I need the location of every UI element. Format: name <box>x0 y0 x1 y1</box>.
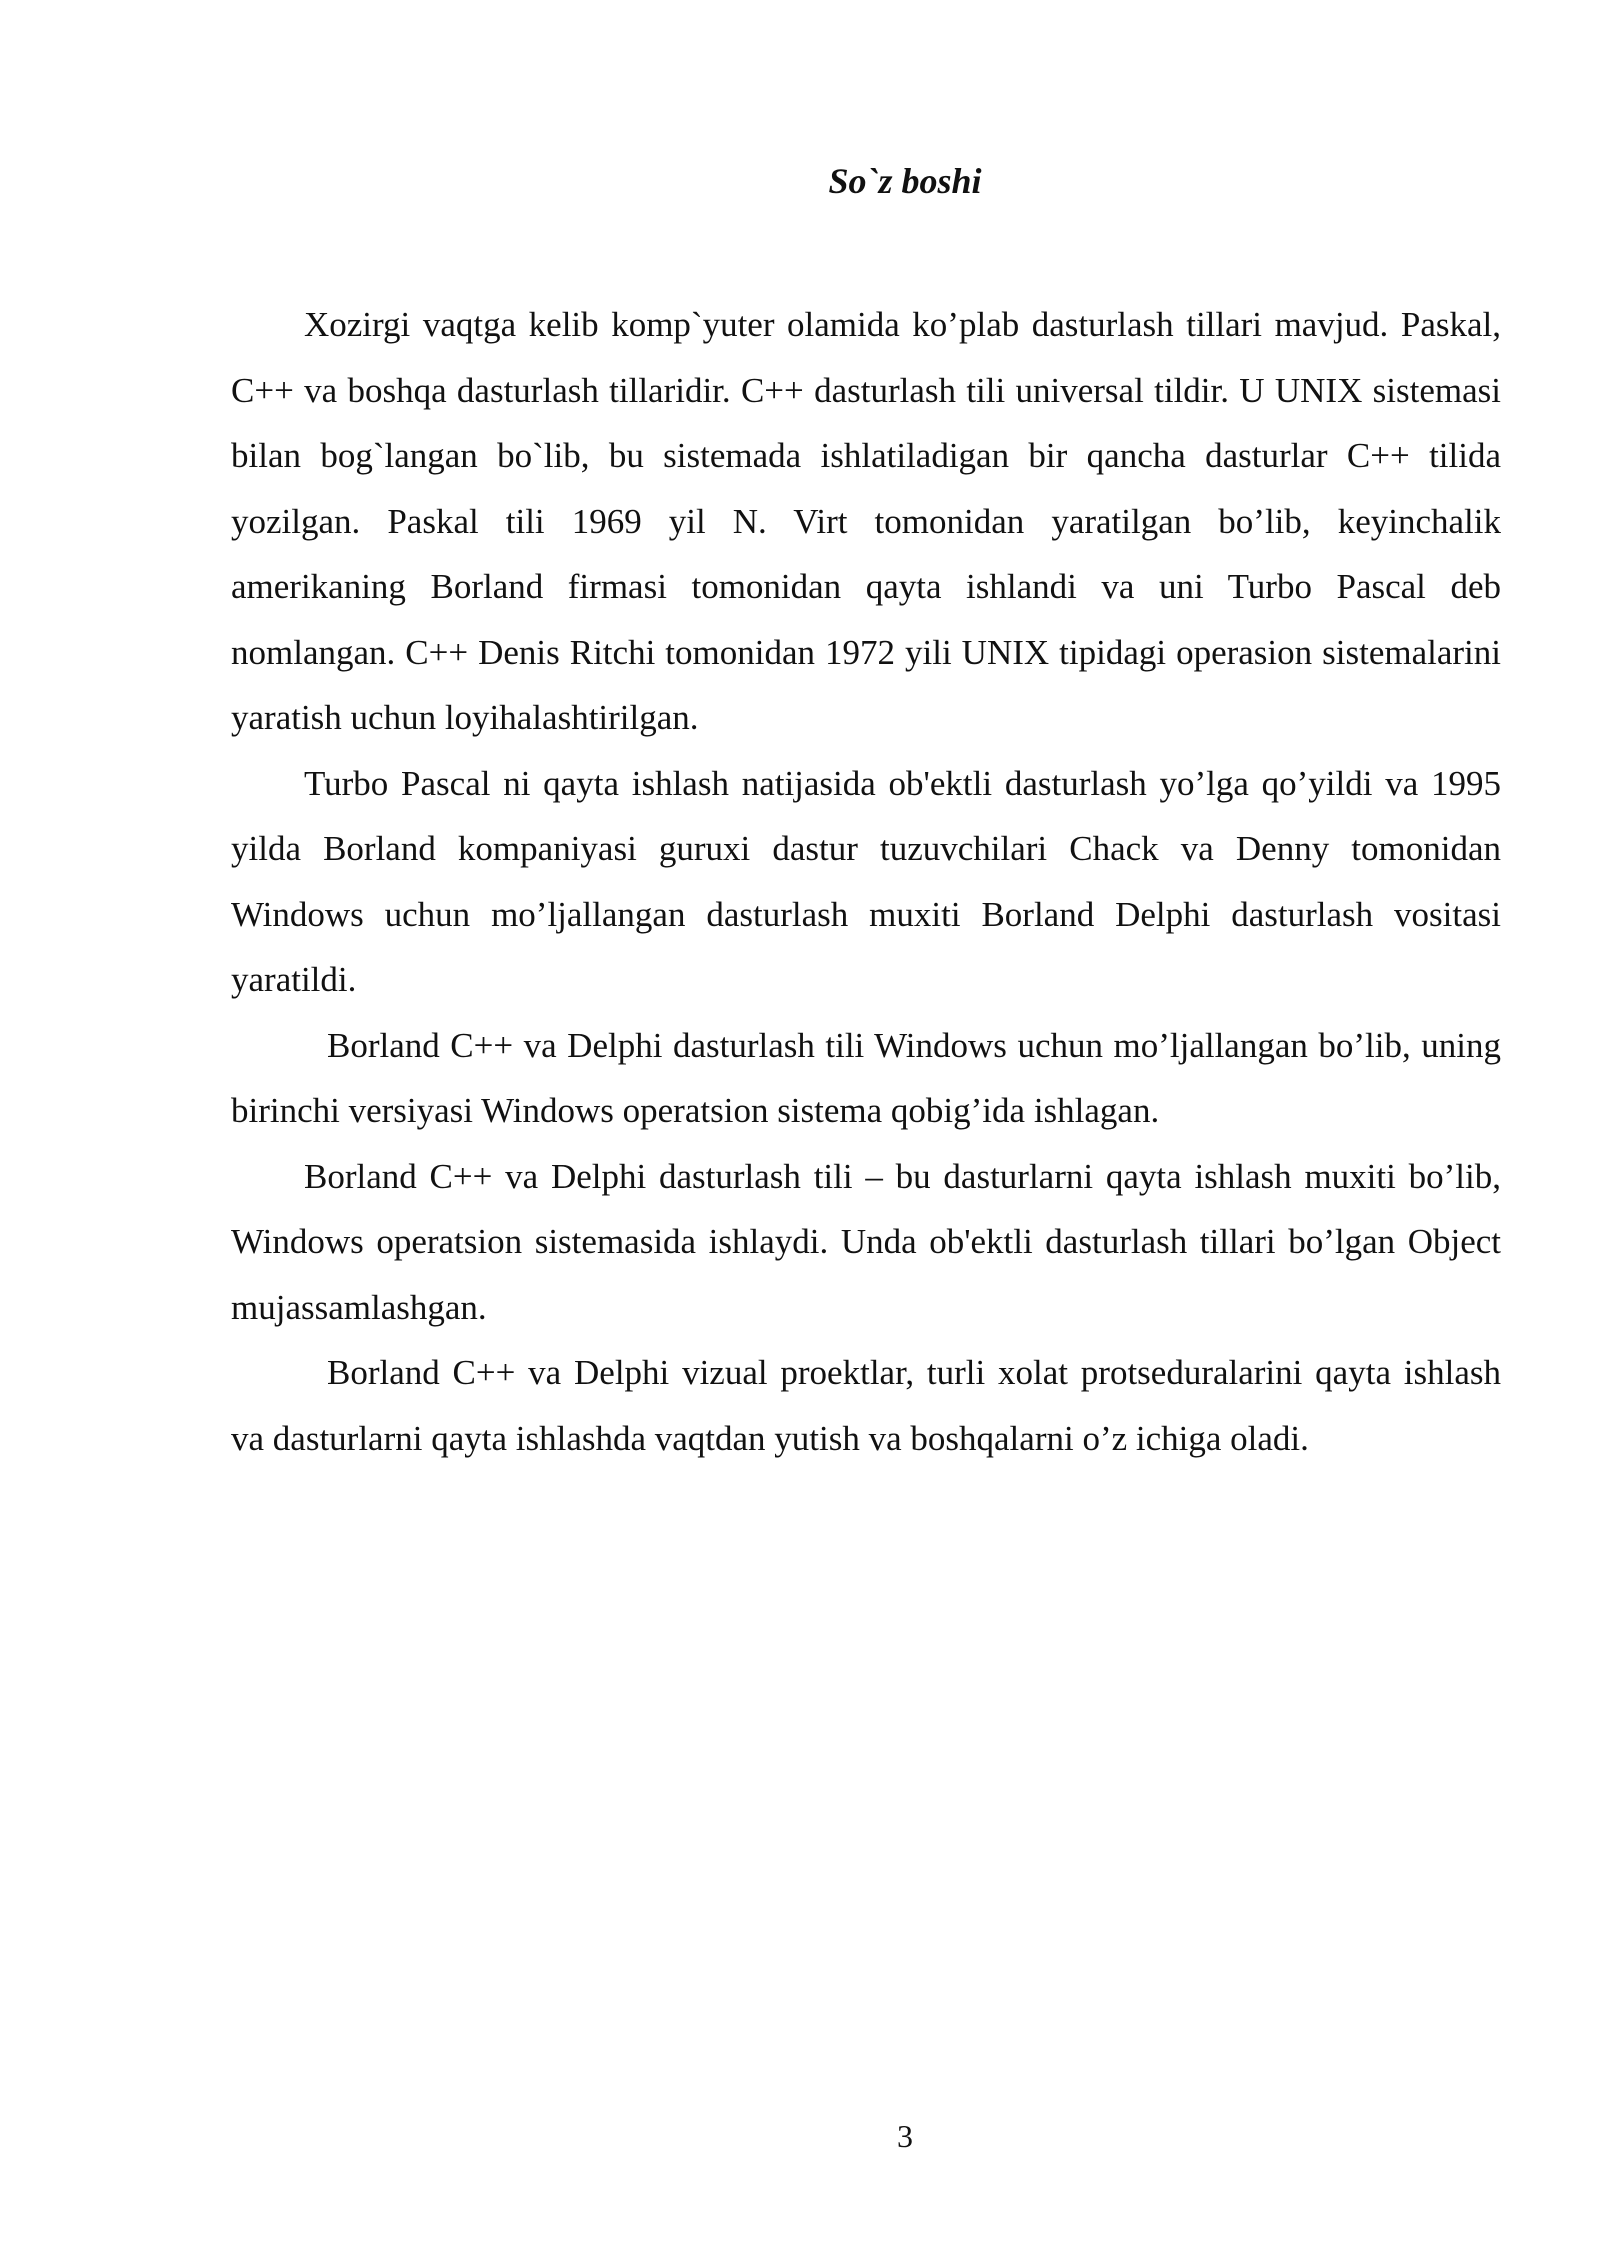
paragraph-intro: Xozirgi vaqtga kelib komp`yuter olamida ko’plab dasturlash tillari mavjud. Paskal, C++ va boshqa dasturlash tillaridir. C++ dasturlash tili universal tildir. U UNIX sistemasi bilan bog`langan bo`lib, bu sistemada ishlatiladigan bir qancha dasturlar C++ tilida yozilgan. Paskal tili 1969 yil N. Virt tomonidan yaratilgan bo’lib, keyinchalik amerikaning Borland firmasi tomonidan qayta ishlandi va uni Turbo Pascal deb nomlangan. C++ Denis Ritchi tomonidan 1972 yili UNIX tipidagi operasion sistemalarini yaratish uchun loyihalashtirilgan. <box>231 305 1501 737</box>
paragraph-visual-projects: Borland C++ va Delphi vizual proektlar, turli xolat protseduralarini qayta ishlash va dasturlarni qayta ishlashda vaqtdan yutish va boshqalarni o’z ichiga oladi. <box>231 1353 1501 1458</box>
page-title: So`z boshi <box>828 161 982 201</box>
document-body <box>231 292 1501 1471</box>
paragraph-windows-version: Borland C++ va Delphi dasturlash tili Windows uchun mo’ljallangan bo’lib, uning birinchi versiyasi Windows operatsion sistema qobig’ida ishlagan. <box>231 1025 1501 1130</box>
paragraph-environment: Borland C++ va Delphi dasturlash tili – bu dasturlarni qayta ishlash muxiti bo’lib, Windows operatsion sistemasida ishlaydi. Unda ob'ektli dasturlash tillari bo’lgan Object mujassamlashgan. <box>231 1156 1501 1327</box>
paragraph-turbo-pascal: Turbo Pascal ni qayta ishlash natijasida ob'ektli dasturlash yo’lga qo’yildi va 1995 yilda Borland kompaniyasi guruxi dastur tuzuvchilari Chack va Denny tomonidan Windows uchun mo’ljallangan dasturlash muxiti Borland Delphi dasturlash vositasi yaratildi. <box>231 763 1501 999</box>
page-number: 3 <box>897 2118 913 2154</box>
